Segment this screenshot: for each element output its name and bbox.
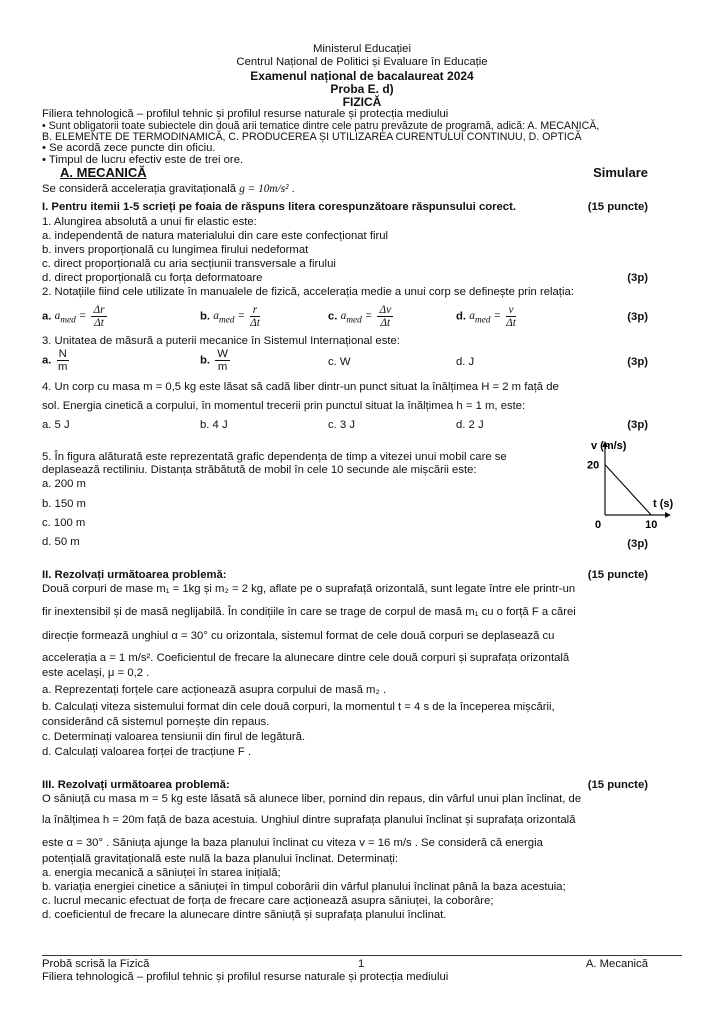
q3-a-den: m [57, 361, 68, 373]
velocity-line [605, 465, 651, 515]
q2-a-lhs: a [54, 310, 61, 323]
part3-line-1: O săniuță cu masa m = 5 kg este lăsată să alunece liber, pornind din repaus, din vârful unui plan înclinat, de [42, 793, 582, 805]
part1-title: I. Pentru itemii 1-5 scrieți pe foaia de răspuns litera corespunzătoare răspunsului corect. [42, 201, 516, 213]
part3-line-2: la înălțimea h = 20m față de baza acestuia. Unghiul dintre suprafața planului înclinat și suprafața orizontală [42, 814, 576, 826]
instruction-line-4: • Timpul de lucru efectiv este de trei ore. [42, 154, 244, 166]
ministry-title: Ministerul Educației [313, 43, 411, 55]
exam-title: Examenul național de bacalaureat 2024 [250, 69, 474, 83]
q2-d-label: d. [456, 310, 467, 323]
part2-task-d: d. Calculați valoarea forței de tracțiune F . [42, 746, 252, 758]
q4-line-1: 4. Un corp cu masa m = 0,5 kg este lăsat să cadă liber dintr-un punct situat la înălțimea H = 2 m față de [42, 381, 559, 393]
q2-option-d: d. $a_{med}$ = $\frac{v}{\Delta t}$ [456, 304, 516, 329]
q2-b-den: Δt [250, 317, 260, 329]
q3-text: 3. Unitatea de măsură a puterii mecanice în Sistemul Internațional este: [42, 335, 400, 347]
q2-option-b: b. $a_{med}$ = $\frac{r}{\Delta t}$ [200, 304, 260, 329]
q5-option-c: c. 100 m [42, 517, 86, 529]
x-axis-arrow [665, 512, 671, 518]
q4-option-c: c. 3 J [328, 419, 355, 431]
q2-d-lhs: a [469, 310, 475, 323]
q2-a-sub: med [60, 315, 76, 326]
q2-option-c: c. $a_{med}$ = $\frac{\Delta v}{\Delta t}$ [328, 304, 392, 329]
q2-a-den: Δt [94, 317, 104, 329]
q2-text: 2. Notațiile fiind cele utilizate în manualele de fizică, accelerația medie a unui corp se definește prin relația: [42, 286, 574, 298]
part2-points: (15 puncte) [587, 569, 648, 581]
part1-points: (15 puncte) [587, 201, 648, 213]
q1-option-d: d. direct proporțională cu forța deformatoare [42, 272, 263, 284]
q5-line-2: deplasează rectiliniu. Distanța străbătută de mobil în cele 10 secunde ale mișcării este: [42, 464, 477, 476]
part3-title: III. Rezolvați următoarea problemă: [42, 779, 230, 791]
part2-task-a: a. Reprezentați forțele care acționează asupra corpului de masă m₂ . [42, 684, 387, 696]
q2-option-a: a. $a_{med}$ = $\frac{\Delta r}{\Delta t}$ [42, 304, 105, 329]
q2-a-label: a. [42, 310, 52, 323]
part2-line-2: fir inextensibil și de masă neglijabilă. În condițiile în care se trage de corpul de masă m₁ cu o forță F a cărei [42, 606, 576, 618]
part2-title: II. Rezolvați următoarea problemă: [42, 569, 227, 581]
instruction-line-2: B. ELEMENTE DE TERMODINAMICĂ, C. PRODUCEREA ȘI UTILIZAREA CURENTULUI CONTINUU, D. OPTICĂ [42, 131, 582, 143]
q3-option-d: d. J [456, 356, 475, 368]
q3-points: (3p) [627, 356, 648, 368]
q5-option-a: a. 200 m [42, 478, 86, 490]
filiera-text: Filiera tehnologică – profilul tehnic și profilul resurse naturale și protecția mediului [42, 108, 449, 120]
part2-line-3: direcție formează unghiul α = 30° cu orizontala, sistemul format de cele două corpuri se deplasează cu [42, 630, 555, 642]
q1-option-a: a. independentă de natura materialului din care este confecționat firul [42, 230, 389, 242]
q3-b-den: m [217, 361, 228, 373]
footer-line-2: Filiera tehnologică – profilul tehnic și profilul resurse naturale și protecția mediului [42, 971, 449, 983]
part2-line-5: este același, μ = 0,2 . [42, 667, 150, 679]
q4-option-a: a. 5 J [42, 419, 70, 431]
q1-text: 1. Alungirea absolută a unui fir elastic este: [42, 216, 257, 228]
q4-points: (3p) [627, 419, 648, 431]
part3-task-c: c. lucrul mecanic efectuat de forța de frecare care acționează asupra săniuței, la coborâre; [42, 895, 494, 907]
q2-b-num: r [250, 304, 260, 317]
q2-c-sub: med [346, 315, 362, 326]
q5-option-d: d. 50 m [42, 536, 80, 548]
subject-title: FIZICĂ [342, 95, 382, 109]
q3-a-label: a. [42, 354, 52, 367]
q2-b-sub: med [218, 315, 235, 326]
q2-b-lhs: a [213, 310, 219, 323]
q2-points: (3p) [627, 311, 648, 323]
section-label: Simulare [593, 165, 648, 180]
part2-line-4: accelerația a = 1 m/s². Coeficientul de frecare la alunecare dintre cele două corpuri și suprafața orizontală [42, 652, 570, 664]
q2-c-den: Δt [380, 317, 391, 329]
instruction-line-1: • Sunt obligatorii toate subiectele din două arii tematice dintre cele patru prevăzute de programă, adică: A. MECANICĂ, [42, 120, 600, 132]
q1-option-b: b. invers proporțională cu lungimea firului nedeformat [42, 244, 309, 256]
part3-task-a: a. energia mecanică a săniuței în starea inițială; [42, 867, 281, 879]
q2-c-label: c. [328, 310, 338, 323]
gravity-text: Se consideră accelerația gravitațională [42, 183, 237, 195]
part2-task-c: c. Determinați valoarea tensiunii din firul de legătură. [42, 731, 306, 743]
gravity-line: Se consideră accelerația gravitațională g = 10m/s² . [42, 183, 295, 195]
part3-line-4: potențială gravitațională este nulă la baza planului înclinat. Determinați: [42, 853, 399, 865]
y-tick-label: 20 [587, 459, 600, 472]
proba-title: Proba E. d) [330, 82, 394, 96]
q2-c-lhs: a [340, 310, 347, 323]
q2-d-num: v [506, 304, 516, 317]
part3-task-d: d. coeficientul de frecare la alunecare dintre săniuță și suprafața planului înclinat. [42, 909, 447, 921]
velocity-time-chart [575, 440, 675, 535]
q3-a-num: N [58, 348, 67, 360]
part2-task-b-2: considerând că sistemul pornește din repaus. [42, 716, 270, 728]
x-tick-label: 10 [645, 519, 658, 531]
q5-points: (3p) [627, 538, 648, 550]
footer-divider [42, 955, 682, 956]
part3-points: (15 puncte) [587, 779, 648, 791]
y-axis-label: v (m/s) [591, 440, 627, 452]
q3-b-label: b. [200, 354, 211, 367]
part2-task-b-1: b. Calculați viteza sistemului format din cele două corpuri, la momentul t = 4 s de la începerea mișcării, [42, 701, 555, 713]
q2-d-sub: med [474, 315, 491, 326]
q2-d-den: Δt [506, 317, 516, 329]
q4-option-d: d. 2 J [456, 419, 484, 431]
footer-right: A. Mecanică [585, 958, 648, 970]
q2-a-num: Δr [93, 304, 105, 316]
x-tick-label: 0 [595, 519, 602, 531]
footer-page-number: 1 [358, 958, 365, 970]
q3-b-num: W [217, 348, 228, 360]
q4-option-b: b. 4 J [200, 419, 228, 431]
part2-line-1: Două corpuri de mase m₁ = 1kg și m₂ = 2 kg, aflate pe o suprafață orizontală, sunt legate între ele printr-un [42, 583, 576, 595]
part3-task-b: b. variația energiei cinetice a săniuței în timpul coborârii din vârful planului înclinat până la baza acestuia; [42, 881, 566, 893]
x-axis-label: t (s) [653, 498, 674, 510]
q5-option-b: b. 150 m [42, 498, 86, 510]
q3-option-b [200, 348, 232, 373]
instruction-line-3: • Se acordă zece puncte din oficiu. [42, 142, 216, 154]
section-title: A. MECANICĂ [60, 165, 147, 180]
q2-c-num: Δv [379, 304, 392, 316]
footer-left: Probă scrisă la Fizică [42, 958, 150, 970]
q3-option-a [42, 348, 71, 373]
q1-points: (3p) [627, 272, 648, 284]
q4-line-2: sol. Energia cinetică a corpului, în momentul trecerii prin punctul situat la înălțimea h = 1 m, este: [42, 400, 526, 412]
gravity-value: g = 10m/s² [239, 183, 289, 195]
q5-line-1: 5. În figura alăturată este reprezentată grafic dependența de timp a vitezei unui mobil care se [42, 451, 507, 463]
part3-line-3: este α = 30° . Săniuța ajunge la baza planului înclinat cu viteza v = 16 m/s . Se consideră că energia [42, 837, 543, 849]
center-title: Centrul Național de Politici și Evaluare în Educație [236, 56, 488, 68]
q3-option-c: c. W [328, 356, 351, 368]
q2-b-label: b. [200, 310, 211, 323]
q1-option-c: c. direct proporțională cu aria secțiunii transversale a firului [42, 258, 336, 270]
